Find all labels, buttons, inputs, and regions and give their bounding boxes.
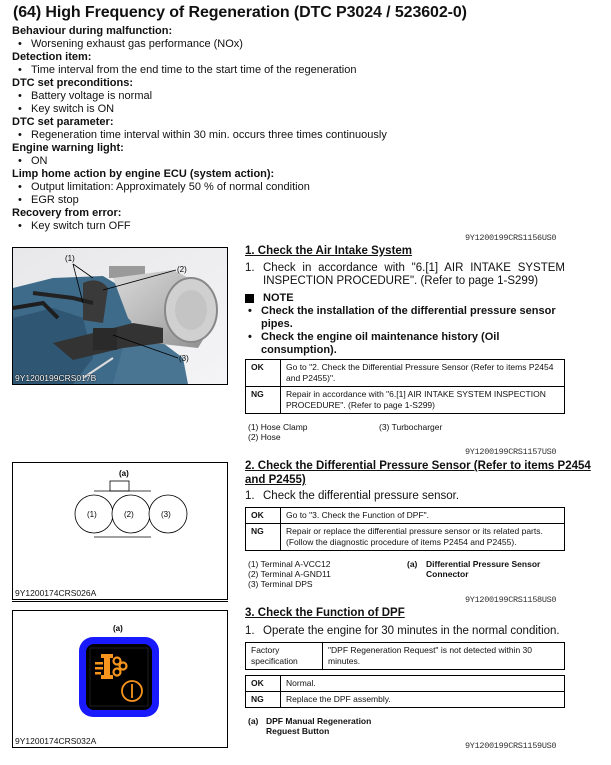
result-key: NG	[246, 387, 281, 414]
note-label: NOTE	[263, 292, 294, 304]
note-item: • Check the engine oil maintenance history (Oil consumption).	[248, 331, 500, 356]
section-heading: Recovery from error:	[12, 207, 122, 219]
section-item: • Key switch turn OFF	[12, 220, 387, 233]
result-text: Repair or replace the differential pressure sensor or its related parts. (Follow the diagnostic procedure of items P2454 and P2455).	[281, 524, 565, 551]
section-item: • ON	[12, 155, 387, 168]
result-text: Normal.	[281, 676, 565, 692]
pin-label: (2)	[124, 510, 134, 519]
connector-label: (a)	[119, 469, 129, 478]
step3-instruction	[245, 625, 565, 638]
legend-item-a-text: Differential Pressure Sensor Connector	[426, 559, 541, 579]
table-row	[246, 387, 565, 414]
table-row	[246, 692, 565, 708]
callout-3: (3)	[179, 354, 189, 363]
step-number: 1.	[245, 490, 255, 502]
section-heading: Detection item:	[12, 51, 92, 63]
engine-illustration	[13, 248, 227, 384]
spec-value: "DPF Regeneration Request" is not detected within 30 minutes.	[323, 643, 565, 670]
table-row	[246, 676, 565, 692]
result-text: Replace the DPF assembly.	[281, 692, 565, 708]
step2-instruction	[245, 490, 565, 503]
section-item: • EGR stop	[12, 194, 387, 207]
step3-heading: 3. Check the Function of DPF	[245, 607, 405, 619]
result-key: NG	[246, 524, 281, 551]
section-item: • Regeneration time interval within 30 min. occurs three times continuously	[12, 129, 387, 142]
section-heading: DTC set preconditions:	[12, 77, 134, 89]
section-item: • Worsening exhaust gas performance (NOx)	[12, 38, 387, 51]
step-text: Check in accordance with "6.[1] AIR INTAKE SYSTEM INSPECTION PROCEDURE". (Refer to page 1-S299)	[263, 262, 565, 287]
step3-result-table	[245, 675, 565, 708]
table-row	[246, 508, 565, 524]
section-heading: Behaviour during malfunction:	[12, 25, 173, 37]
legend-item: (2) Terminal A-GND11	[248, 569, 331, 579]
legend-item: (1) Terminal A-VCC12	[248, 559, 331, 569]
callout-2: (2)	[177, 265, 187, 274]
note-header	[245, 292, 294, 304]
legend-item: (3) Turbocharger	[379, 422, 443, 432]
section-item: • Key switch is ON	[12, 103, 387, 116]
step1-instruction	[245, 262, 565, 288]
step1-result-table	[245, 359, 565, 414]
legend-item-a-text: DPF Manual Regeneration Reguest Button	[266, 716, 372, 736]
result-key: OK	[246, 508, 281, 524]
button-label: (a)	[113, 624, 123, 633]
result-key: OK	[246, 360, 281, 387]
engine-photo	[12, 247, 228, 385]
spec-label: Factory specification	[246, 643, 323, 670]
result-text: Repair in accordance with "6.[1] AIR INTAKE SYSTEM INSPECTION PROCEDURE". (Refer to page 1-S299)	[281, 387, 565, 414]
legend-item: (2) Hose	[248, 432, 281, 442]
connector-diagram	[12, 462, 228, 600]
dpf-button-illustration	[13, 611, 227, 747]
step-number: 1.	[245, 625, 255, 637]
callout-1: (1)	[65, 254, 75, 263]
table-row	[246, 643, 565, 670]
button-diagram	[12, 610, 228, 748]
figure-id: 9Y1200199CRS017B	[15, 373, 97, 383]
result-key: OK	[246, 676, 281, 692]
section-heading: DTC set parameter:	[12, 116, 114, 128]
pin-label: (3)	[161, 510, 171, 519]
figure-id: 9Y1200174CRS032A	[15, 736, 97, 746]
section-item: • Time interval from the end time to the start time of the regeneration	[12, 64, 387, 77]
note-list	[245, 305, 567, 357]
page-title: (64) High Frequency of Regeneration (DTC P3024 / 523602-0)	[13, 4, 467, 21]
factory-spec-table	[245, 642, 565, 670]
section-heading: Limp home action by engine ECU (system action):	[12, 168, 275, 180]
legend-item-a-key: (a)	[248, 716, 259, 726]
result-text: Go to "3. Check the Function of DPF".	[281, 508, 565, 524]
step2-result-table	[245, 507, 565, 551]
step-text: Check the differential pressure sensor.	[263, 490, 460, 502]
section-heading: Engine warning light:	[12, 142, 124, 154]
malfunction-info	[12, 25, 387, 233]
reference-code: 9Y1200199CRS1157US0	[465, 447, 557, 457]
pin-label: (1)	[87, 510, 97, 519]
reference-code: 9Y1200199CRS1158US0	[465, 595, 557, 605]
step-number: 1.	[245, 262, 255, 274]
divider	[12, 601, 228, 602]
legend-item-a-key: (a)	[407, 559, 418, 569]
section-item: • Battery voltage is normal	[12, 90, 387, 103]
legend-item: (3) Terminal DPS	[248, 579, 313, 589]
reference-code: 9Y1200199CRS1156US0	[465, 233, 557, 243]
note-square-icon	[245, 294, 254, 303]
table-row	[246, 360, 565, 387]
step2-heading-cont: and P2455)	[245, 474, 306, 486]
step2-heading: 2. Check the Differential Pressure Sensor (Refer to items P2454	[245, 460, 591, 472]
legend-item: (1) Hose Clamp	[248, 422, 308, 432]
section-item: • Output limitation: Approximately 50 % of normal condition	[12, 181, 387, 194]
result-text: Go to "2. Check the Differential Pressure Sensor (Refer to items P2454 and P2455)".	[281, 360, 565, 387]
step1-heading: 1. Check the Air Intake System	[245, 245, 413, 257]
table-row	[246, 524, 565, 551]
reference-code: 9Y1200199CRS1159US0	[465, 741, 557, 751]
note-item: • Check the installation of the differential pressure sensor pipes.	[248, 305, 556, 330]
button-panel	[86, 644, 152, 710]
step-text: Operate the engine for 30 minutes in the normal condition.	[263, 625, 560, 637]
figure-id: 9Y1200174CRS026A	[15, 588, 97, 598]
result-key: NG	[246, 692, 281, 708]
connector-illustration	[13, 463, 227, 599]
